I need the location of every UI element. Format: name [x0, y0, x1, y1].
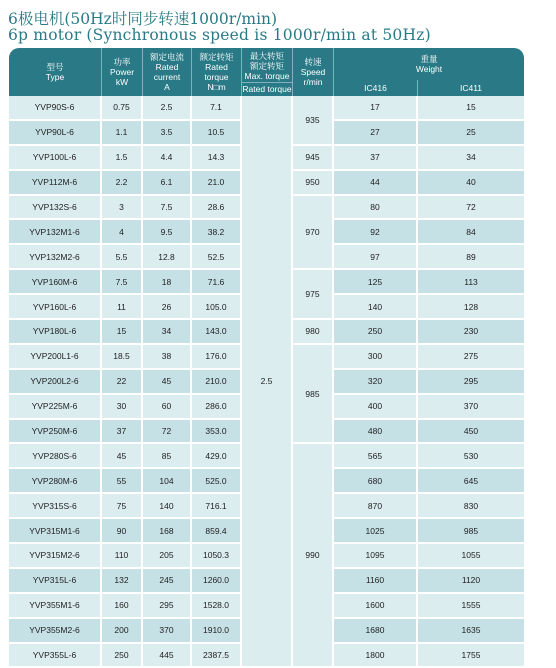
cell-rated-torque: 143.0	[192, 320, 242, 345]
cell-type: YVP90S-6	[9, 96, 102, 121]
cell-rated-current: 7.5	[143, 196, 192, 221]
cell-weight-ic411: 128	[418, 295, 524, 320]
cell-rated-torque: 1050.3	[192, 544, 242, 569]
cell-weight-ic416: 1095	[334, 544, 418, 569]
cell-rated-torque: 14.3	[192, 146, 242, 171]
cell-power: 37	[102, 420, 143, 445]
cell-weight-ic416: 400	[334, 395, 418, 420]
cell-weight-ic411: 275	[418, 345, 524, 370]
cell-rated-torque: 7.1	[192, 96, 242, 121]
cell-weight-ic416: 565	[334, 444, 418, 469]
cell-weight-ic416: 92	[334, 220, 418, 245]
cell-rated-current: 4.4	[143, 146, 192, 171]
cell-weight-ic416: 680	[334, 469, 418, 494]
cell-type: YVP225M-6	[9, 395, 102, 420]
cell-speed: 945	[293, 146, 334, 171]
header-power: 功率 Power kW	[102, 48, 143, 96]
cell-weight-ic411: 450	[418, 420, 524, 445]
cell-weight-ic411: 72	[418, 196, 524, 221]
cell-rated-current: 168	[143, 519, 192, 544]
header-ic411: IC411	[418, 80, 524, 96]
cell-weight-ic416: 97	[334, 245, 418, 270]
cell-power: 0.75	[102, 96, 143, 121]
cell-type: YVP280M-6	[9, 469, 102, 494]
cell-power: 11	[102, 295, 143, 320]
cell-type: YVP355M1-6	[9, 594, 102, 619]
cell-max-torque-ratio: 2.5	[242, 96, 293, 668]
cell-weight-ic416: 1025	[334, 519, 418, 544]
cell-speed: 950	[293, 171, 334, 196]
cell-weight-ic411: 89	[418, 245, 524, 270]
cell-weight-ic416: 17	[334, 96, 418, 121]
cell-rated-torque: 210.0	[192, 370, 242, 395]
cell-power: 1.5	[102, 146, 143, 171]
cell-weight-ic411: 230	[418, 320, 524, 345]
cell-type: YVP132S-6	[9, 196, 102, 221]
cell-rated-torque: 429.0	[192, 444, 242, 469]
cell-weight-ic416: 1800	[334, 644, 418, 668]
cell-type: YVP315M2-6	[9, 544, 102, 569]
cell-rated-current: 85	[143, 444, 192, 469]
cell-rated-torque: 1260.0	[192, 569, 242, 594]
cell-power: 110	[102, 544, 143, 569]
cell-type: YVP315S-6	[9, 494, 102, 519]
cell-weight-ic416: 320	[334, 370, 418, 395]
cell-rated-torque: 716.1	[192, 494, 242, 519]
cell-rated-torque: 525.0	[192, 469, 242, 494]
cell-type: YVP160L-6	[9, 295, 102, 320]
cell-weight-ic411: 1120	[418, 569, 524, 594]
cell-type: YVP200L1-6	[9, 345, 102, 370]
cell-speed: 935	[293, 96, 334, 146]
cell-weight-ic416: 44	[334, 171, 418, 196]
cell-type: YVP132M1-6	[9, 220, 102, 245]
cell-type: YVP112M-6	[9, 171, 102, 196]
header-weight: 重量 Weight	[334, 48, 524, 80]
cell-power: 15	[102, 320, 143, 345]
cell-rated-torque: 38.2	[192, 220, 242, 245]
header-rated-torque: 额定转矩 Rated torque N□m	[192, 48, 242, 96]
cell-weight-ic411: 295	[418, 370, 524, 395]
cell-type: YVP90L-6	[9, 121, 102, 146]
cell-weight-ic416: 1600	[334, 594, 418, 619]
cell-rated-current: 26	[143, 295, 192, 320]
cell-rated-torque: 176.0	[192, 345, 242, 370]
cell-power: 45	[102, 444, 143, 469]
cell-type: YVP355M2-6	[9, 619, 102, 644]
cell-type: YVP315M1-6	[9, 519, 102, 544]
header-rated-current: 额定电流 Rated current A	[143, 48, 192, 96]
cell-rated-current: 38	[143, 345, 192, 370]
cell-rated-torque: 1910.0	[192, 619, 242, 644]
cell-rated-torque: 105.0	[192, 295, 242, 320]
cell-weight-ic416: 250	[334, 320, 418, 345]
cell-rated-current: 3.5	[143, 121, 192, 146]
cell-speed: 975	[293, 270, 334, 320]
cell-weight-ic416: 125	[334, 270, 418, 295]
header-ic416: IC416	[334, 80, 418, 96]
cell-speed: 980	[293, 320, 334, 345]
cell-rated-current: 72	[143, 420, 192, 445]
title-chinese: 6极电机(50Hz时同步转速1000r/min)	[8, 10, 278, 28]
cell-power: 250	[102, 644, 143, 668]
cell-weight-ic416: 300	[334, 345, 418, 370]
cell-rated-current: 104	[143, 469, 192, 494]
cell-weight-ic411: 985	[418, 519, 524, 544]
cell-weight-ic411: 84	[418, 220, 524, 245]
cell-rated-torque: 21.0	[192, 171, 242, 196]
cell-weight-ic411: 1555	[418, 594, 524, 619]
cell-rated-torque: 28.6	[192, 196, 242, 221]
cell-weight-ic416: 1160	[334, 569, 418, 594]
table-body	[9, 96, 524, 668]
cell-rated-current: 34	[143, 320, 192, 345]
cell-rated-current: 45	[143, 370, 192, 395]
cell-weight-ic411: 113	[418, 270, 524, 295]
cell-power: 7.5	[102, 270, 143, 295]
cell-weight-ic416: 27	[334, 121, 418, 146]
cell-power: 4	[102, 220, 143, 245]
cell-rated-torque: 1528.0	[192, 594, 242, 619]
cell-power: 132	[102, 569, 143, 594]
cell-power: 90	[102, 519, 143, 544]
cell-weight-ic411: 645	[418, 469, 524, 494]
cell-type: YVP100L-6	[9, 146, 102, 171]
cell-rated-current: 6.1	[143, 171, 192, 196]
cell-rated-current: 205	[143, 544, 192, 569]
cell-weight-ic416: 80	[334, 196, 418, 221]
cell-weight-ic411: 530	[418, 444, 524, 469]
cell-rated-current: 370	[143, 619, 192, 644]
cell-power: 2.2	[102, 171, 143, 196]
cell-rated-torque: 286.0	[192, 395, 242, 420]
header-speed: 转速 Speed r/min	[293, 48, 334, 96]
cell-type: YVP180L-6	[9, 320, 102, 345]
cell-weight-ic416: 37	[334, 146, 418, 171]
cell-rated-torque: 353.0	[192, 420, 242, 445]
cell-type: YVP200L2-6	[9, 370, 102, 395]
cell-rated-torque: 52.5	[192, 245, 242, 270]
cell-weight-ic411: 370	[418, 395, 524, 420]
cell-weight-ic411: 15	[418, 96, 524, 121]
cell-power: 5.5	[102, 245, 143, 270]
cell-power: 200	[102, 619, 143, 644]
cell-power: 22	[102, 370, 143, 395]
table-row	[9, 96, 524, 121]
cell-weight-ic411: 1635	[418, 619, 524, 644]
cell-rated-current: 9.5	[143, 220, 192, 245]
cell-rated-torque: 2387.5	[192, 644, 242, 668]
cell-weight-ic411: 1755	[418, 644, 524, 668]
cell-weight-ic411: 40	[418, 171, 524, 196]
cell-weight-ic411: 1055	[418, 544, 524, 569]
cell-type: YVP355L-6	[9, 644, 102, 668]
cell-weight-ic416: 480	[334, 420, 418, 445]
cell-weight-ic411: 34	[418, 146, 524, 171]
cell-power: 3	[102, 196, 143, 221]
cell-rated-torque: 859.4	[192, 519, 242, 544]
cell-type: YVP250M-6	[9, 420, 102, 445]
cell-power: 30	[102, 395, 143, 420]
cell-weight-ic416: 870	[334, 494, 418, 519]
cell-rated-current: 245	[143, 569, 192, 594]
cell-rated-current: 445	[143, 644, 192, 668]
motor-spec-table	[9, 48, 524, 668]
cell-type: YVP280S-6	[9, 444, 102, 469]
header-type: 型号 Type	[9, 48, 102, 96]
cell-weight-ic411: 830	[418, 494, 524, 519]
cell-weight-ic416: 1680	[334, 619, 418, 644]
cell-power: 1.1	[102, 121, 143, 146]
cell-rated-current: 295	[143, 594, 192, 619]
cell-speed: 985	[293, 345, 334, 445]
cell-rated-torque: 10.5	[192, 121, 242, 146]
cell-rated-current: 2.5	[143, 96, 192, 121]
cell-rated-current: 18	[143, 270, 192, 295]
cell-rated-current: 60	[143, 395, 192, 420]
cell-power: 55	[102, 469, 143, 494]
cell-weight-ic411: 25	[418, 121, 524, 146]
cell-speed: 990	[293, 444, 334, 668]
cell-weight-ic416: 140	[334, 295, 418, 320]
cell-power: 18.5	[102, 345, 143, 370]
cell-rated-current: 140	[143, 494, 192, 519]
cell-rated-current: 12.8	[143, 245, 192, 270]
cell-type: YVP132M2-6	[9, 245, 102, 270]
cell-rated-torque: 71.6	[192, 270, 242, 295]
title-english: 6p motor (Synchronous speed is 1000r/min at 50Hz)	[8, 26, 431, 44]
cell-type: YVP160M-6	[9, 270, 102, 295]
cell-power: 160	[102, 594, 143, 619]
cell-power: 75	[102, 494, 143, 519]
cell-type: YVP315L-6	[9, 569, 102, 594]
header-max-torque-ratio: 最大转矩 额定转矩 Max. torque Rated torque	[242, 48, 293, 96]
cell-speed: 970	[293, 196, 334, 271]
